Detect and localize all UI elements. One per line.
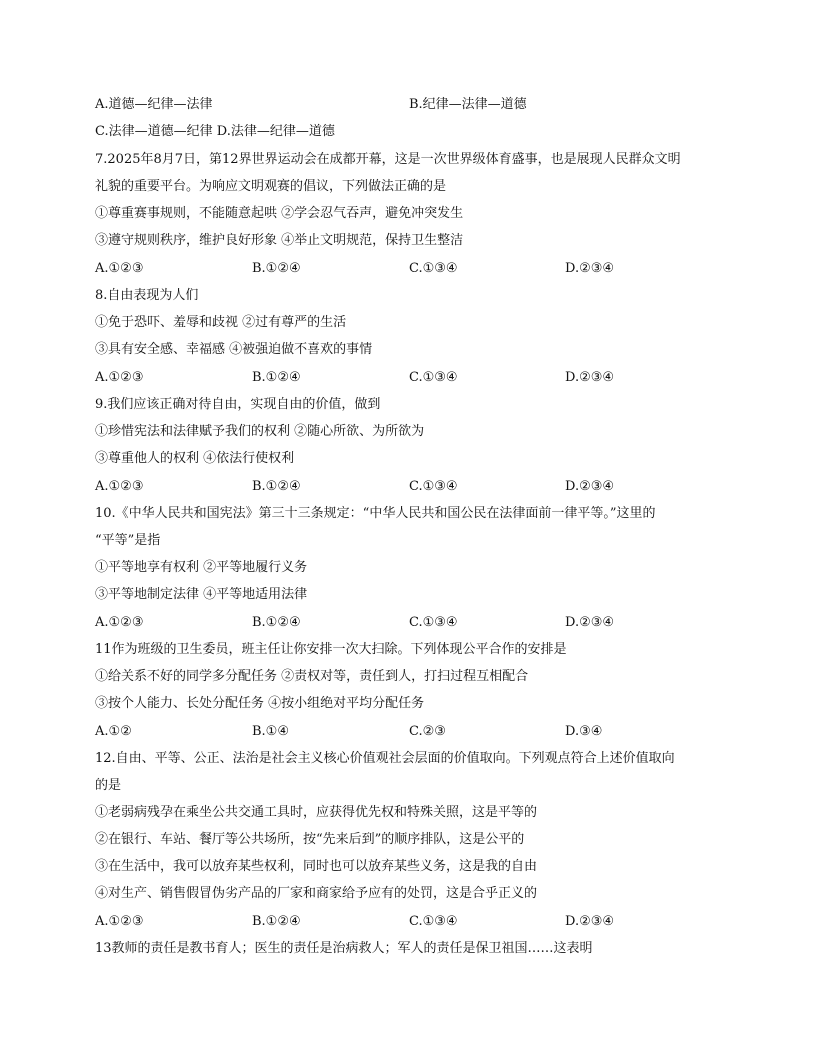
q7-stem-line-2: 礼貌的重要平台。为响应文明观赛的倡议，下列做法正确的是 xyxy=(95,179,447,194)
q12-item-3: ③在生活中，我可以放弃某些权利，同时也可以放弃某些义务，这是我的自由 xyxy=(95,859,538,874)
q10-option-b: B.①②④ xyxy=(252,615,301,630)
q12-option-d: D.②③④ xyxy=(565,914,615,929)
q8-option-c: C.①③④ xyxy=(409,370,458,385)
q7-options xyxy=(95,260,735,278)
q7-stem-line-1: 7.2025年8月7日，第12界世界运动会在成都开幕，这是一次世界级体育盛事，也是展现人民群众文明 xyxy=(95,152,681,167)
q10-option-d: D.②③④ xyxy=(565,615,615,630)
q7-option-a: A.①②③ xyxy=(95,261,144,276)
q11-stem-line-1: 11作为班级的卫生委员，班主任让你安排一次大扫除。下列体现公平合作的安排是 xyxy=(95,642,567,657)
q12-stem-line-2: 的是 xyxy=(95,778,122,793)
q11-options xyxy=(95,723,735,741)
q8-stem-line-1: 8.自由表现为人们 xyxy=(95,288,199,303)
q7-item-2: ③遵守规则秩序，维护良好形象 ④举止文明规范，保持卫生整洁 xyxy=(95,233,464,248)
q8-item-1: ①免于恐吓、羞辱和歧视 ②过有尊严的生活 xyxy=(95,315,347,330)
q8-options xyxy=(95,369,735,387)
q12-options xyxy=(95,913,735,931)
q9-options xyxy=(95,478,735,496)
q10-stem-line-2: “平等”是指 xyxy=(95,533,161,548)
q10-item-2: ③平等地制定法律 ④平等地适用法律 xyxy=(95,587,308,602)
q9-option-d: D.②③④ xyxy=(565,479,615,494)
q6-option-a: A.道德—纪律—法律 xyxy=(95,97,213,112)
q7-option-d: D.②③④ xyxy=(565,261,615,276)
q12-option-c: C.①③④ xyxy=(409,914,458,929)
q7-option-b: B.①②④ xyxy=(252,261,301,276)
q8-option-a: A.①②③ xyxy=(95,370,144,385)
q6-options-row-2: C.法律—道德—纪律 D.法律—纪律—道德 xyxy=(95,124,335,139)
q8-option-b: B.①②④ xyxy=(252,370,301,385)
q6-option-b: B.纪律—法律—道德 xyxy=(409,97,527,112)
q10-option-c: C.①③④ xyxy=(409,615,458,630)
q8-item-2: ③具有安全感、幸福感 ④被强迫做不喜欢的事情 xyxy=(95,342,373,357)
q9-option-c: C.①③④ xyxy=(409,479,458,494)
q9-stem-line-1: 9.我们应该正确对待自由，实现自由的价值，做到 xyxy=(95,397,381,412)
q9-item-2: ③尊重他人的权利 ④依法行使权利 xyxy=(95,451,295,466)
q7-item-1: ①尊重赛事规则，不能随意起哄 ②学会忍气吞声，避免冲突发生 xyxy=(95,206,464,221)
q9-option-b: B.①②④ xyxy=(252,479,301,494)
q11-item-1: ①给关系不好的同学多分配任务 ②责权对等，责任到人，打扫过程互相配合 xyxy=(95,669,529,684)
q12-option-a: A.①②③ xyxy=(95,914,144,929)
q12-stem-line-1: 12.自由、平等、公正、法治是社会主义核心价值观社会层面的价值取向。下列观点符合上述价值取向 xyxy=(95,751,675,766)
q9-item-1: ①珍惜宪法和法律赋予我们的权利 ②随心所欲、为所欲为 xyxy=(95,424,425,439)
q10-item-1: ①平等地享有权利 ②平等地履行义务 xyxy=(95,560,308,575)
q11-item-2: ③按个人能力、长处分配任务 ④按小组绝对平均分配任务 xyxy=(95,696,425,711)
q13-stem-line-1: 13教师的责任是教书育人；医生的责任是治病救人；军人的责任是保卫祖国……这表明 xyxy=(95,941,593,956)
q10-options xyxy=(95,614,735,632)
q12-item-2: ②在银行、车站、餐厅等公共场所，按“先来后到”的顺序排队，这是公平的 xyxy=(95,832,525,847)
q12-item-4: ④对生产、销售假冒伪劣产品的厂家和商家给予应有的处罚，这是合乎正义的 xyxy=(95,886,538,901)
q11-option-c: C.②③ xyxy=(409,724,446,739)
q12-item-1: ①老弱病残孕在乘坐公共交通工具时，应获得优先权和特殊关照，这是平等的 xyxy=(95,805,538,820)
q12-option-b: B.①②④ xyxy=(252,914,301,929)
q9-option-a: A.①②③ xyxy=(95,479,144,494)
q11-option-a: A.①② xyxy=(95,724,132,739)
q10-option-a: A.①②③ xyxy=(95,615,144,630)
q7-option-c: C.①③④ xyxy=(409,261,458,276)
q10-stem-line-1: 10.《中华人民共和国宪法》第三十三条规定：“中华人民共和国公民在法律面前一律平等。”这里的 xyxy=(95,506,656,521)
q11-option-b: B.①④ xyxy=(252,724,289,739)
q8-option-d: D.②③④ xyxy=(565,370,615,385)
q6-options-row-1 xyxy=(95,96,735,114)
q11-option-d: D.③④ xyxy=(565,724,603,739)
